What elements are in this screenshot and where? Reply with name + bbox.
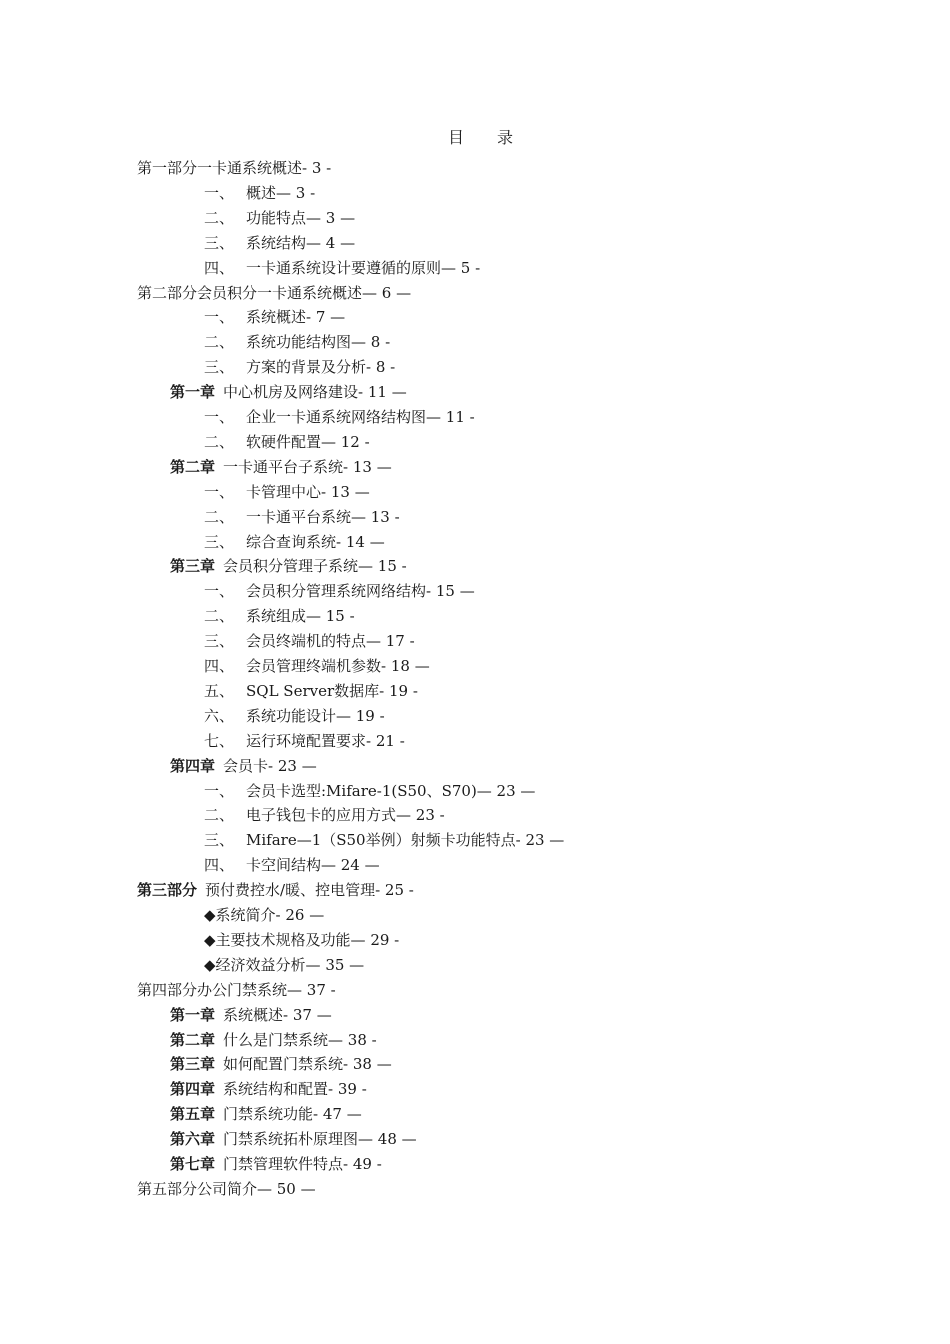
toc-entry-number: 三、 xyxy=(204,831,235,850)
toc-entry-text: 门禁系统功能- 47 — xyxy=(223,1105,362,1124)
toc-entry[interactable] xyxy=(204,729,405,753)
bullet-icon: ◆ xyxy=(204,955,216,974)
toc-entry-number: 第一章 xyxy=(170,384,216,402)
toc-entry[interactable] xyxy=(204,828,564,852)
toc-entry-text: 方案的背景及分析- 8 - xyxy=(246,358,396,377)
toc-entry[interactable] xyxy=(170,1102,362,1126)
toc-entry-number: 六、 xyxy=(204,706,235,725)
toc-entry[interactable] xyxy=(170,1003,332,1027)
toc-entry-number: 一、 xyxy=(204,582,235,601)
toc-entry-number: 第一章 xyxy=(170,1006,216,1024)
toc-entry[interactable] xyxy=(204,679,418,703)
toc-entry-text: 软硬件配置— 12 - xyxy=(246,432,370,451)
toc-entry[interactable] xyxy=(170,1028,377,1052)
toc-entry[interactable] xyxy=(204,903,324,927)
toc-entry[interactable] xyxy=(204,654,430,678)
toc-entry[interactable] xyxy=(204,530,385,554)
toc-entry-text: 第五部分公司简介— 50 — xyxy=(137,1179,316,1198)
toc-entry[interactable] xyxy=(170,754,317,778)
toc-entry-number: 二、 xyxy=(204,806,235,825)
toc-entry-number: 三、 xyxy=(204,632,235,651)
toc-entry-text: 主要技术规格及功能— 29 - xyxy=(215,930,400,949)
toc-entry[interactable] xyxy=(204,629,415,653)
toc-entry-text: 第二部分会员积分一卡通系统概述— 6 — xyxy=(137,283,412,302)
toc-entry-number: 二、 xyxy=(204,607,235,626)
toc-entry-text: 系统概述- 37 — xyxy=(223,1005,332,1024)
toc-entry-text: 企业一卡通系统网络结构图— 11 - xyxy=(246,408,475,426)
toc-entry[interactable] xyxy=(204,604,355,628)
toc-entry-number: 二、 xyxy=(204,333,235,352)
toc-entry-text: 系统组成— 15 - xyxy=(246,607,355,626)
toc-entry[interactable] xyxy=(204,505,400,529)
toc-entry-text: 电子钱包卡的应用方式— 23 - xyxy=(246,806,445,825)
toc-entry[interactable] xyxy=(204,256,480,280)
toc-entry[interactable] xyxy=(204,853,380,877)
toc-entry[interactable] xyxy=(204,305,345,329)
toc-entry[interactable] xyxy=(170,380,407,404)
toc-entry-number: 一、 xyxy=(204,308,235,327)
toc-entry[interactable] xyxy=(137,978,336,1002)
toc-title: 目 录 xyxy=(447,128,528,147)
toc-entry-number: 三、 xyxy=(204,233,235,252)
toc-entry-text: 卡管理中心- 13 — xyxy=(246,482,370,501)
toc-entry-text: 系统概述- 7 — xyxy=(246,308,346,327)
toc-entry-text: 系统结构— 4 — xyxy=(246,233,356,252)
bullet-icon: ◆ xyxy=(204,906,216,924)
toc-entry-text: 第一部分一卡通系统概述- 3 - xyxy=(137,159,332,177)
toc-entry[interactable] xyxy=(204,231,355,255)
toc-entry-text: 一卡通平台系统— 13 - xyxy=(246,507,400,526)
toc-entry[interactable] xyxy=(170,1152,382,1176)
toc-entry-text: 概述— 3 - xyxy=(246,183,316,202)
toc-entry-text: 会员卡- 23 — xyxy=(223,756,317,775)
toc-entry-number: 七、 xyxy=(204,731,235,750)
toc-entry[interactable] xyxy=(137,156,331,180)
toc-entry[interactable] xyxy=(204,779,535,803)
toc-entry-number: 第六章 xyxy=(170,1131,216,1149)
toc-entry[interactable] xyxy=(137,1177,316,1201)
toc-entry-number: 第三章 xyxy=(170,558,216,576)
toc-entry-text: SQL Server数据库- 19 - xyxy=(246,681,418,700)
bullet-icon: ◆ xyxy=(204,930,216,949)
toc-entry-text: 卡空间结构— 24 — xyxy=(246,856,380,875)
toc-entry[interactable] xyxy=(204,953,364,977)
toc-entry[interactable] xyxy=(137,281,411,305)
toc-entry-number: 第二章 xyxy=(170,1031,216,1049)
toc-entry-number: 四、 xyxy=(204,657,235,675)
toc-entry-number: 第二章 xyxy=(170,458,216,476)
toc-entry[interactable] xyxy=(204,405,475,429)
toc-entry[interactable] xyxy=(170,1127,417,1151)
toc-entry-text: 综合查询系统- 14 — xyxy=(246,532,385,551)
toc-entry[interactable] xyxy=(204,206,355,230)
toc-entry[interactable] xyxy=(170,1052,392,1076)
toc-entry-number: 三、 xyxy=(204,358,235,377)
toc-entry-number: 第四章 xyxy=(170,757,216,775)
toc-entry-text: 系统功能结构图— 8 - xyxy=(246,333,391,352)
toc-entry-text: 经济效益分析— 35 — xyxy=(215,955,365,974)
toc-entry-text: 系统功能设计— 19 - xyxy=(246,706,385,725)
toc-entry-number: 一、 xyxy=(204,183,235,202)
toc-entry-text: 会员管理终端机参数- 18 — xyxy=(246,657,430,675)
toc-entry-text: 系统简介- 26 — xyxy=(215,906,325,924)
toc-entry[interactable] xyxy=(204,928,399,952)
toc-entry-number: 第四章 xyxy=(170,1081,216,1099)
toc-entry-text: 会员积分管理系统网络结构- 15 — xyxy=(246,582,475,601)
toc-entry-number: 二、 xyxy=(204,208,235,227)
toc-entry-number: 四、 xyxy=(204,258,235,277)
toc-entry[interactable] xyxy=(204,704,385,728)
toc-entry-text: 门禁系统拓朴原理图— 48 — xyxy=(223,1130,417,1149)
toc-entry-text: 会员卡选型:Mifare-1(S50、S70)— 23 — xyxy=(246,781,536,800)
toc-entry-number: 一、 xyxy=(204,408,235,426)
toc-entry-text: Mifare—1（S50举例）射频卡功能特点- 23 — xyxy=(246,831,565,850)
toc-entry-text: 如何配置门禁系统- 38 — xyxy=(223,1055,392,1074)
toc-entry[interactable] xyxy=(170,1077,367,1101)
toc-entry-text: 系统结构和配置- 39 - xyxy=(223,1080,367,1099)
toc-entry-text: 一卡通系统设计要遵循的原则— 5 - xyxy=(246,258,481,277)
toc-entry-number: 一、 xyxy=(204,482,235,501)
toc-entry-text: 会员终端机的特点— 17 - xyxy=(246,632,415,651)
toc-entry-number: 四、 xyxy=(204,856,235,875)
toc-entry[interactable] xyxy=(137,878,414,902)
toc-entry-number: 五、 xyxy=(204,681,235,700)
toc-entry-text: 功能特点— 3 — xyxy=(246,208,356,227)
toc-entry[interactable] xyxy=(204,355,395,379)
toc-entry[interactable] xyxy=(204,803,445,827)
toc-entry-text: 会员积分管理子系统— 15 - xyxy=(223,557,407,576)
toc-entry-text: 运行环境配置要求- 21 - xyxy=(246,731,405,750)
toc-entry[interactable] xyxy=(204,579,475,603)
toc-entry-number: 第七章 xyxy=(170,1156,216,1173)
toc-entry[interactable] xyxy=(204,330,390,354)
toc-entry-text: 一卡通平台子系统- 13 — xyxy=(223,457,392,476)
toc-entry-text: 什么是门禁系统— 38 - xyxy=(223,1030,377,1049)
toc-entry-text: 第四部分办公门禁系统— 37 - xyxy=(137,980,336,999)
toc-entry-number: 第五章 xyxy=(170,1106,216,1124)
toc-entry[interactable] xyxy=(204,480,370,504)
toc-entry-text: 门禁管理软件特点- 49 - xyxy=(223,1155,382,1173)
toc-entry-text: 中心机房及网络建设- 11 — xyxy=(223,383,407,402)
toc-entry[interactable] xyxy=(170,455,392,479)
toc-entry[interactable] xyxy=(170,554,407,578)
toc-entry-number: 三、 xyxy=(204,532,235,551)
toc-entry-number: 第三章 xyxy=(170,1056,216,1074)
toc-entry[interactable] xyxy=(204,430,370,454)
toc-entry[interactable] xyxy=(204,181,315,205)
toc-entry-number: 二、 xyxy=(204,432,235,451)
toc-entry-text: 预付费控水/暖、控电管理- 25 - xyxy=(205,881,414,900)
toc-entry-number: 一、 xyxy=(204,781,235,800)
toc-entry-number: 第三部分 xyxy=(137,882,198,900)
toc-entry-number: 二、 xyxy=(204,507,235,526)
